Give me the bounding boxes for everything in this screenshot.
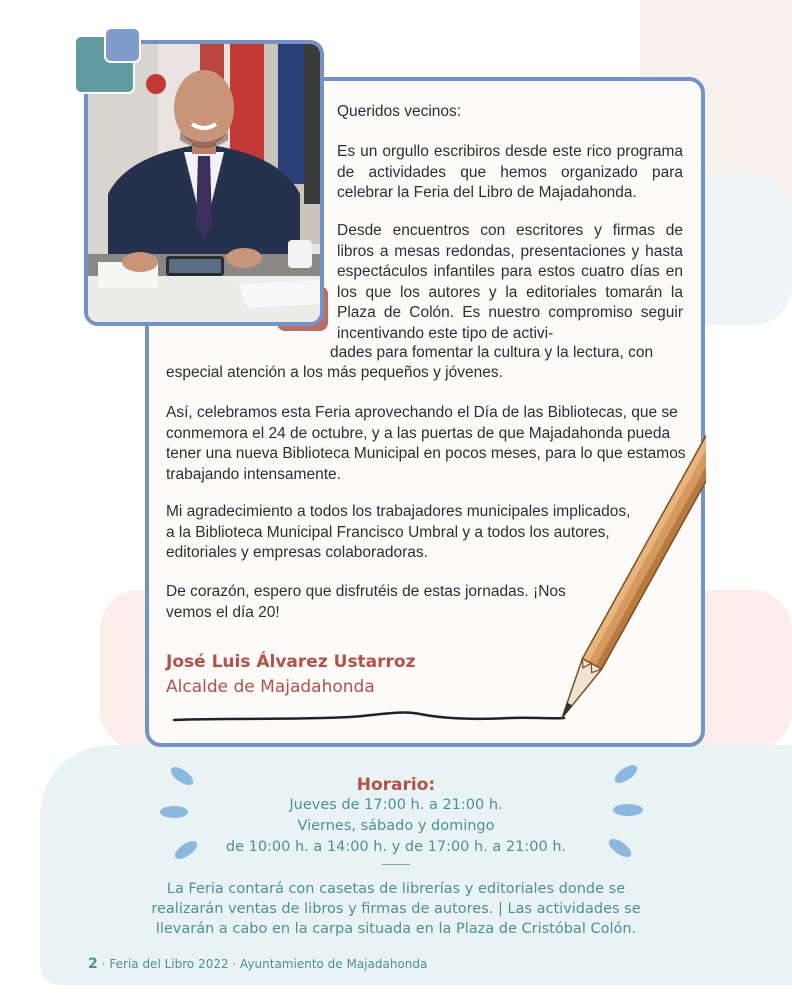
signature-line-icon <box>170 700 570 730</box>
burst-right-icon <box>590 760 650 870</box>
page-number: 2 <box>88 956 98 972</box>
letter-paragraph-line: especial atención a los más pequeños y jóvenes. <box>166 364 503 381</box>
info-line: La Feria contará con casetas de librerías y editoriales donde se <box>166 881 626 897</box>
schedule-line: Viernes, sábado y domingo <box>297 818 495 834</box>
info-line: llevarán a cabo en la carpa situada en la Plaza de Cristóbal Colón. <box>155 921 637 937</box>
letter-paragraph-line: dades para fomentar la cultura y la lectura, con <box>330 344 654 361</box>
letter-greeting: Queridos vecinos: <box>337 103 462 120</box>
schedule-line: de 10:00 h. a 14:00 h. y de 17:00 h. a 21:00 h. <box>225 839 567 855</box>
footer-text: · Feria del Libro 2022 · Ayuntamiento de Majadahonda <box>101 957 428 971</box>
letter-paragraph: Desde encuentros con escritores y firmas de libros a mesas redondas, presentaciones y hasta espectáculos infantiles para estos cuatro días en los que los autores y la editoriales tomarán la Plaza de Colón. Es nuestro compromiso seguir incentivando este tipo de activi- <box>337 222 683 342</box>
decorative-square-blue <box>104 27 141 63</box>
schedule-line: Jueves de 17:00 h. a 21:00 h. <box>289 797 503 813</box>
signature-name: José Luis Álvarez Ustarroz <box>166 652 416 672</box>
letter-paragraph: Mi agradecimiento a todos los trabajadores municipales implicados, a la Biblioteca Municipal Francisco Umbral y a todos los autores, editoriales y empresas colaboradoras. <box>166 503 631 561</box>
signature-role: Alcalde de Majadahonda <box>166 677 375 697</box>
divider <box>382 864 410 865</box>
pencil-icon <box>556 430 706 725</box>
burst-left-icon <box>160 760 220 870</box>
letter-paragraph: Es un orgullo escribiros desde este rico programa de actividades que hemos organizado para celebrar la Feria del Libro de Majadahonda. <box>337 143 683 201</box>
letter-paragraph: De corazón, espero que disfrutéis de estas jornadas. ¡Nos vemos el día 20! <box>166 583 566 621</box>
info-line: realizarán ventas de libros y firmas de autores. | Las actividades se <box>151 901 641 917</box>
page-footer <box>88 956 427 972</box>
letter-paragraph: Así, celebramos esta Feria aprovechando el Día de las Bibliotecas, que se conmemora el 24 de octubre, y a las puertas de que Majadahonda pueda tener una nueva Biblioteca Municipal en pocos meses, para lo que estamos trabajando intensamente. <box>166 404 686 483</box>
schedule-title: Horario: <box>356 775 436 795</box>
